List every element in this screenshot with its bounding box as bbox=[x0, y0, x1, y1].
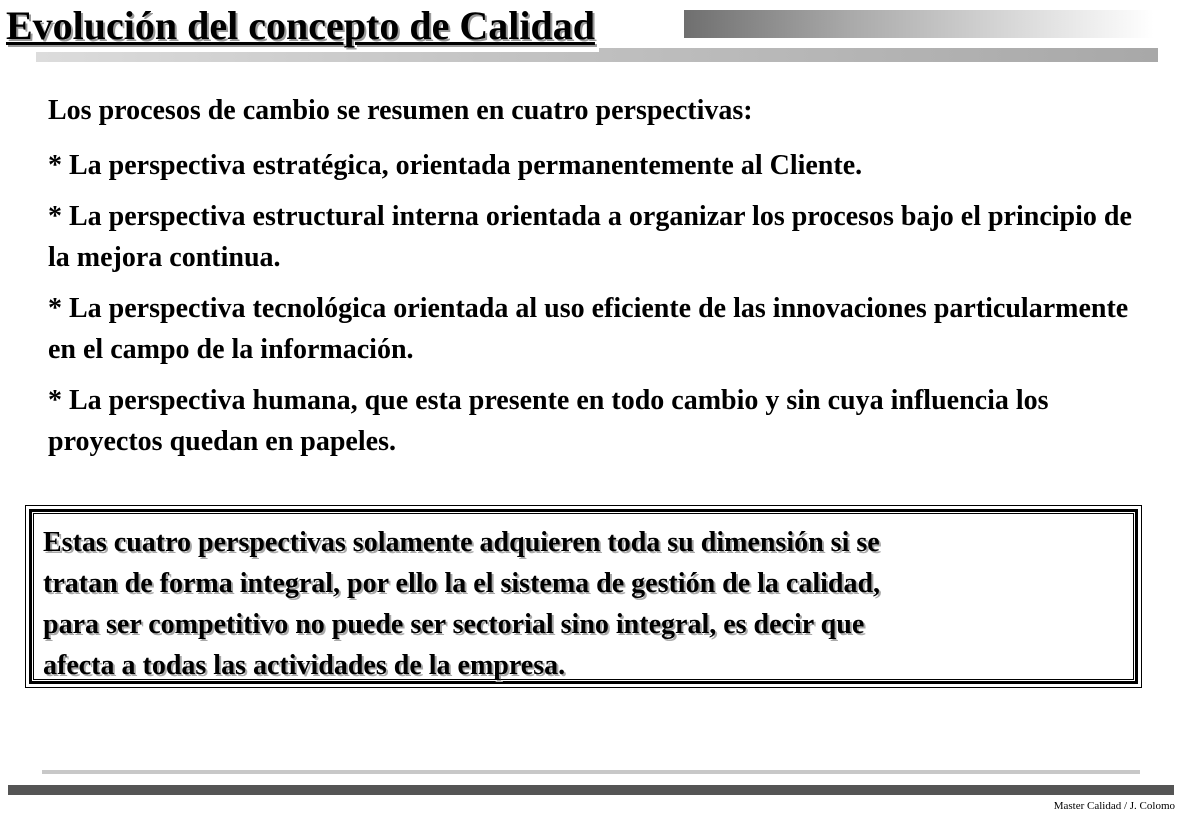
bullet-structural: * La perspectiva estructural interna orientada a organizar los procesos bajo el principio de la mejora continua. bbox=[48, 201, 1132, 273]
bullet-human: * La perspectiva humana, que esta presente en todo cambio y sin cuya influencia los proyectos quedan en papeles. bbox=[48, 385, 1049, 457]
callout-border bbox=[29, 509, 1138, 684]
header-gradient-bar bbox=[684, 10, 1154, 38]
callout-content bbox=[33, 513, 1134, 680]
footer-credit: Master Calidad / J. Colomo bbox=[1053, 800, 1175, 812]
bullet-technological: * La perspectiva tecnológica orientada al uso eficiente de las innovaciones particularmente en el campo de la información. bbox=[48, 293, 1129, 365]
callout-line-4: afecta a todas las actividades de la empresa. bbox=[43, 650, 566, 681]
footer-divider-light bbox=[42, 770, 1140, 774]
intro-text: Los procesos de cambio se resumen en cuatro perspectivas: bbox=[48, 95, 753, 126]
page-title: Evolución del concepto de Calidad bbox=[6, 3, 595, 48]
callout-line-2: tratan de forma integral, por ello la el sistema de gestión de la calidad, bbox=[43, 568, 881, 599]
callout-line-3: para ser competitivo no puede ser sectorial sino integral, es decir que bbox=[43, 609, 865, 640]
title-container bbox=[4, 2, 599, 52]
footer-divider-dark bbox=[8, 785, 1174, 795]
bullet-strategic: * La perspectiva estratégica, orientada permanentemente al Cliente. bbox=[48, 150, 863, 181]
callout-line-1: Estas cuatro perspectivas solamente adquieren toda su dimensión si se bbox=[43, 527, 880, 558]
slide-body bbox=[48, 90, 1148, 472]
callout-box bbox=[25, 505, 1142, 688]
